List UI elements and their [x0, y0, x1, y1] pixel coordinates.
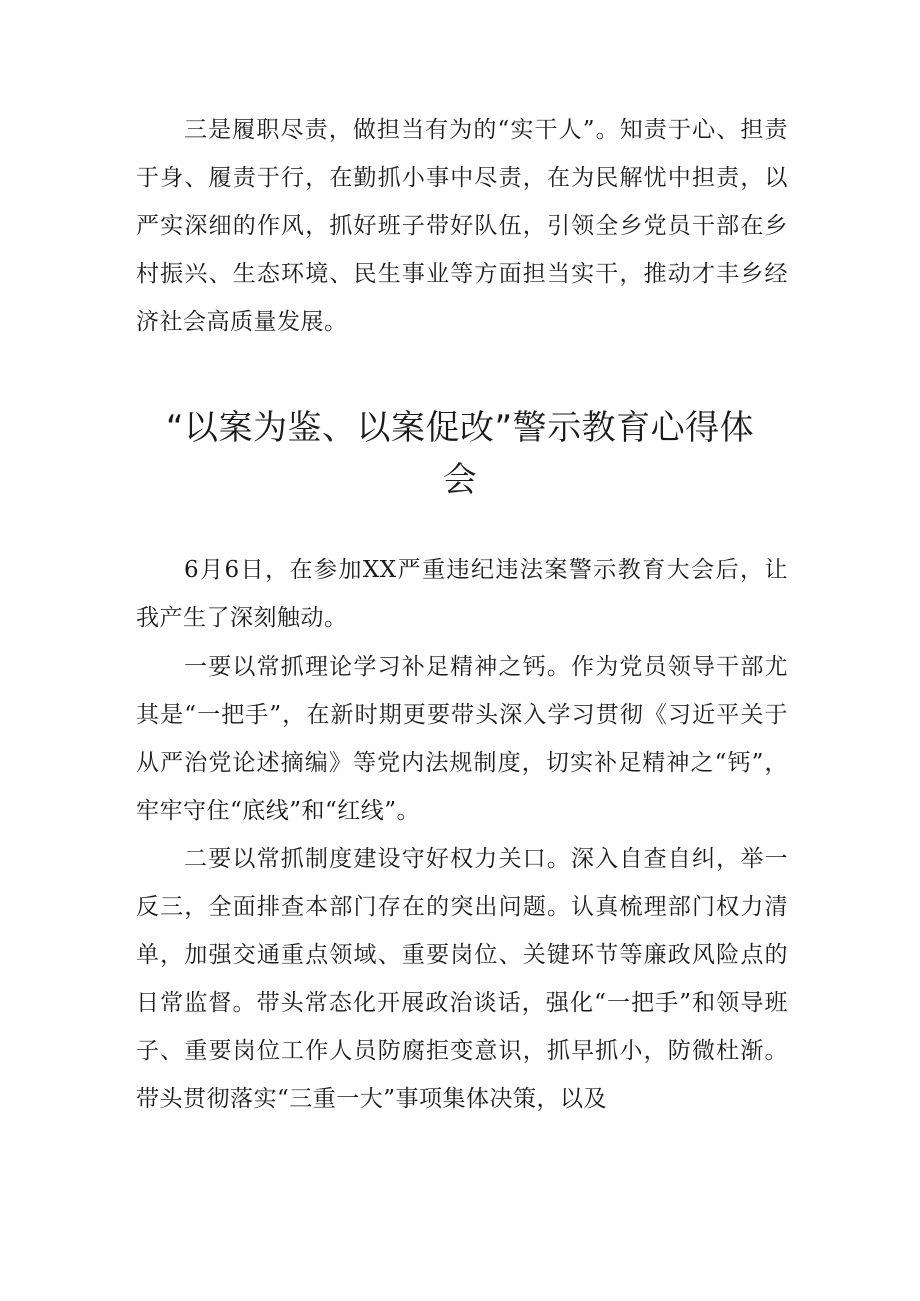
paragraph-intro: 三是履职尽责，做担当有为的“实干人”。知责于心、担责于身、履责于行，在勤抓小事中尽责，在为民解忧中担责，以严实深细的作风，抓好班子带好队伍，引领全乡党员干部在乡村振兴、生态环境、民生事业等方面担当实干，推动才丰乡经济社会高质量发展。: [136, 117, 788, 335]
paragraph-point-two: 二要以常抓制度建设守好权力关口。深入自查自纠，举一反三，全面排查本部门存在的突出问题。认真梳理部门权力清单，加强交通重点领域、重要岗位、关键环节等廉政风险点的日常监督。带头常态化开展政治谈话，强化“一把手”和领导班子、重要岗位工作人员防腐拒变意识，抓早抓小，防微杜渐。带头贯彻落实“三重一大”事项集体决策，以及: [136, 846, 788, 1112]
paragraph-point-one: 一要以常抓理论学习补足精神之钙。作为党员领导干部尤其是“一把手”，在新时期更要带头深入学习贯彻《习近平关于从严治党论述摘编》等党内法规制度，切实补足精神之“钙”，牢牢守住“底线”和“红线”。: [136, 654, 788, 824]
article-title: “以案为鉴、以案促改”警示教育心得体会: [165, 408, 755, 500]
paragraph-opening: 6月6日，在参加XX严重违纪违法案警示教育大会后，让我产生了深刻触动。: [136, 557, 788, 631]
